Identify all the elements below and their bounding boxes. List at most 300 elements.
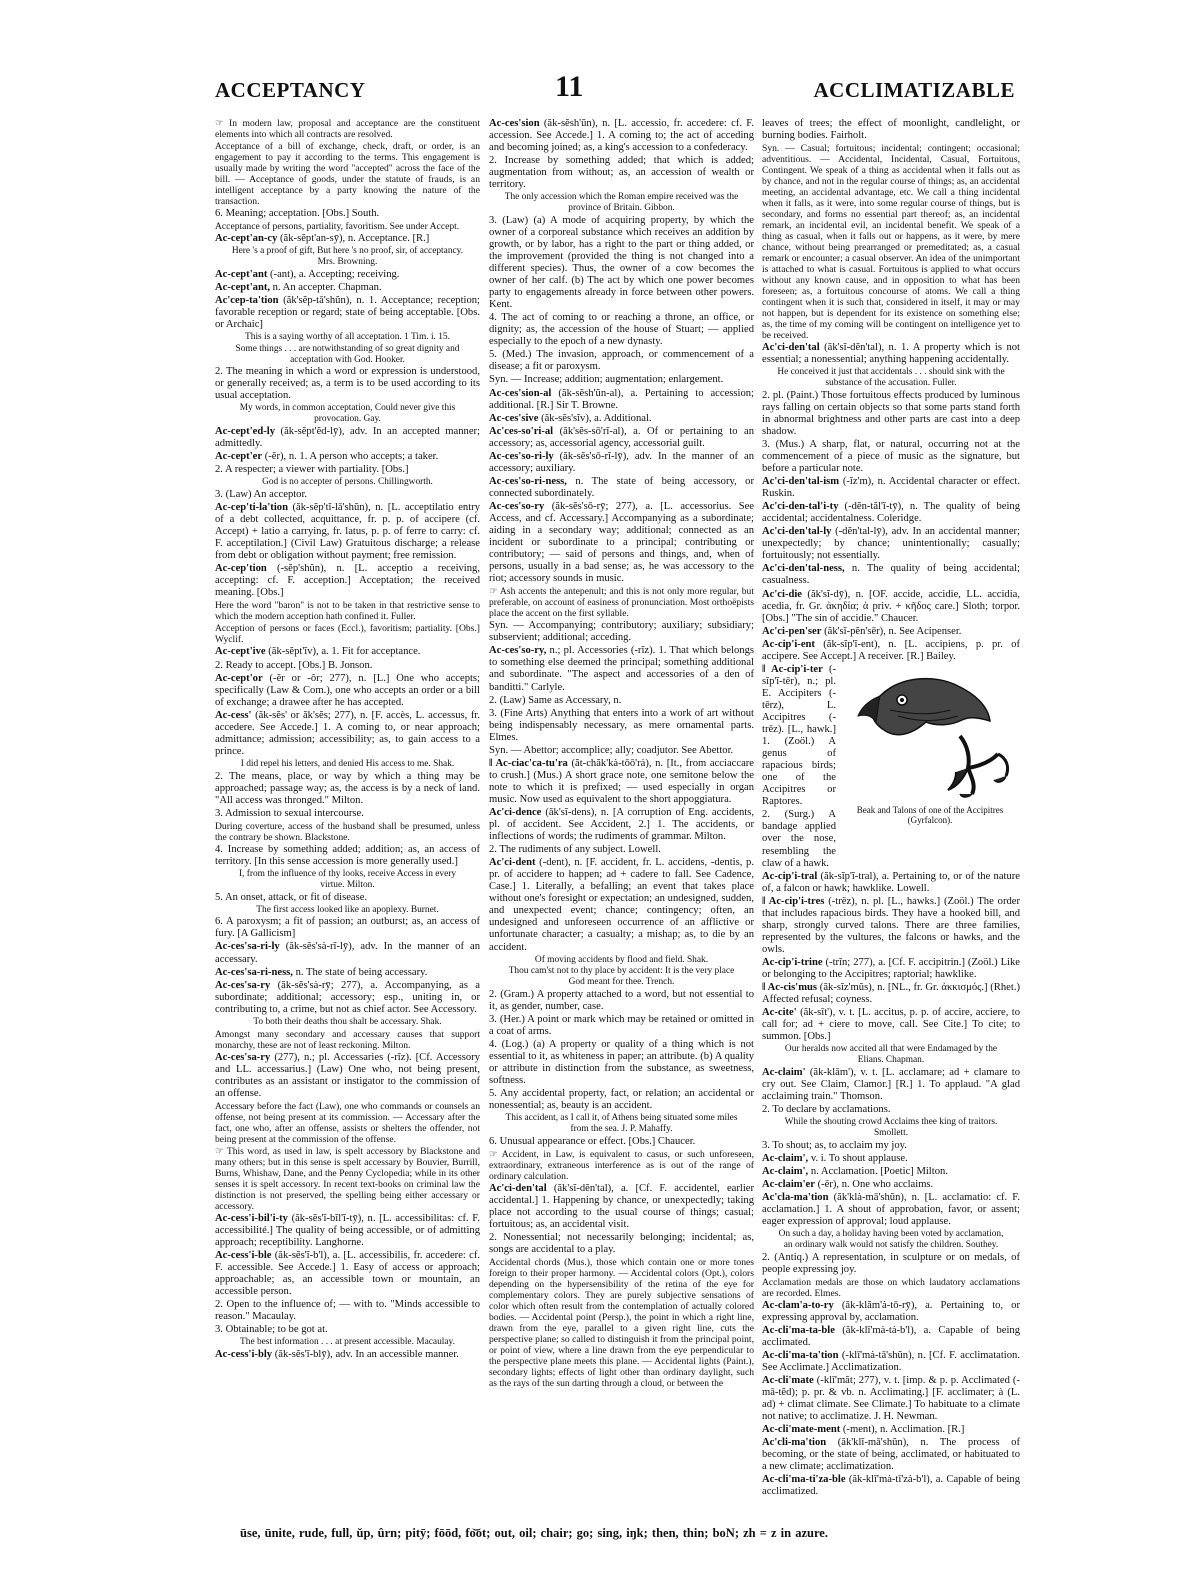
dictionary-entry bbox=[762, 1166, 1020, 1178]
definition-text: n.; pl. Accessories (-rĭz). 1. That which belongs to something else deemed the principal; something additional and subordinate. "The aspect and accessories of a den of banditti." Carlyle. bbox=[489, 645, 754, 693]
definition-text: (-klī'mȧ-tā'shŭn), n. [Cf. F. acclimatation. See Acclimate.] Acclimatization. bbox=[762, 1349, 1020, 1373]
definition-text: (-ēr), n. One who acclaims. bbox=[814, 1178, 934, 1190]
headword: Ac'ci-die bbox=[762, 588, 803, 600]
definition-text: (ăk'sĭ-pĕn'sēr), n. See Acipenser. bbox=[821, 625, 962, 637]
dictionary-entry bbox=[762, 1325, 1020, 1349]
definition-text: 3. Admission to sexual intercourse. bbox=[215, 807, 364, 819]
definition-text: (-klī'măt; 277), v. t. [imp. & p. p. Acclimated (-mā-tĕd); p. pr. & vb. n. Acclimating.] [F. acclimater; à (L. ad) + climat climate. See Climate.] To habituate to a climate not native; to acclimatize. J. H. Newman. bbox=[762, 1374, 1020, 1423]
dictionary-entry bbox=[762, 439, 1020, 475]
headword: Ac-cess' bbox=[215, 709, 252, 721]
definition-text: (ăk'sĕs-sō'rĭ-al), a. Of or pertaining to an accessory; as, accessorial agency, accessorial guilt. bbox=[489, 425, 754, 449]
headword: Ac-clam'a-to-ry bbox=[762, 1299, 834, 1311]
dictionary-entry bbox=[489, 1136, 754, 1148]
headword: Ac-cli'ma-ti'za-ble bbox=[762, 1474, 846, 1486]
dictionary-entry bbox=[215, 646, 480, 658]
headword: Ac-cite' bbox=[762, 1007, 797, 1019]
headword: Ac-claim'er bbox=[762, 1178, 815, 1190]
definition-text: 3. Obtainable; to be got at. bbox=[215, 1324, 328, 1336]
definition-text: (ăk-sĕs' or ăk'sĕs; 277), n. [F. accès, L. accessus, fr. accedere. See Accede.] 1. A coming to, or near approach; admittance; admission; accessibility; as, to gain access to a prince. bbox=[215, 709, 480, 757]
dictionary-entry bbox=[762, 589, 1020, 625]
dictionary-entry bbox=[489, 758, 754, 806]
citation-quote bbox=[215, 1017, 480, 1028]
dictionary-entry bbox=[489, 501, 754, 585]
left-guide-word: ACCEPTANCY bbox=[215, 78, 366, 102]
definition-text: 3. (Mus.) A sharp, flat, or natural, occurring not at the commencement of a piece of music as the signature, but before a particular note. bbox=[762, 438, 1020, 475]
headword: Ac'ci-den'tal-ly bbox=[762, 526, 832, 538]
definition-text: (ăk-klī'mȧ-tī'zȧ-b'l), a. Capable of being acclimatized. bbox=[762, 1474, 1020, 1498]
dictionary-entry bbox=[489, 857, 754, 953]
dictionary-entry bbox=[489, 155, 754, 191]
headword: Ac-claim', bbox=[762, 1165, 809, 1177]
dictionary-entry bbox=[215, 710, 480, 758]
definition-text: 2. (Surg.) A bandage applied over the nose, resembling the claw of a hawk. bbox=[762, 809, 836, 869]
definition-text: (ăk-sĕs'sō-rȳ; 277), a. [L. accessorius. See Access, and cf. Accessary.] Accompanying as a subordinate; aiding in a secondary way; additional; connected as an incident or subordinate to a principal; contributing or contributory; — said of persons and things, and, when of persons, usually in a bad sense; as, he was accessory to the riot; accessory sounds in music. bbox=[489, 500, 754, 585]
citation-quote bbox=[215, 477, 480, 488]
definition-text: (ăk'sĭ-dĕn'tal), n. 1. A property which is not essential; a nonessential; anything happening accidentally. bbox=[762, 342, 1020, 366]
headword: Ac'ces-so'ri-al bbox=[489, 425, 554, 437]
definition-text: I did repel his letters, and denied His access to me. Shak. bbox=[240, 758, 455, 769]
right-guide-word: ACCLIMATIZABLE bbox=[813, 78, 1015, 102]
dictionary-entry bbox=[762, 1252, 1020, 1276]
definition-text: 4. The act of coming to or reaching a throne, an office, or dignity; as, the accession of the house of Stuart; — applied especially to the epoch of a new dynasty. bbox=[489, 312, 754, 348]
definition-text: (ăk'klĭ-mā'shŭn), n. The process of becoming, or the state of being, acclimated, or habituated to a new climate; acclimatization. bbox=[762, 1437, 1020, 1473]
pronunciation-key: ūse, ūnite, rude, full, ŭp, ûrn; pitȳ; fōōd, fo͝ot; out, oil; chair; go; sing, iŋk; then, thin; boN; zh = z in azure. bbox=[240, 1526, 828, 1540]
definition-text: Acceptance of persons, partiality, favoritism. See under Accept. bbox=[215, 221, 460, 233]
definition-text: To both their deaths thou shalt be accessary. Shak. bbox=[253, 1016, 442, 1027]
definition-text: (ăk-sĭp'ĭ-tral), a. Pertaining to, or of the nature of, a falcon or hawk; hawklike. Lowell. bbox=[762, 870, 1020, 894]
definition-text: n. The state of being accessary. bbox=[292, 966, 428, 978]
definition-text: v. i. To shout applause. bbox=[808, 1152, 908, 1164]
definition-text: This accident, as I call it, of Athens being situated some miles from the sea. J. P. Mahaffy. bbox=[505, 1113, 738, 1135]
headword: Ac'cla-ma'tion bbox=[762, 1191, 829, 1203]
definition-text: ☞ Ash accents the antepenult; and this is not only more regular, but preferable, on account of easiness of pronunciation. Most orthoëpists place the accent on the first syllable. bbox=[489, 586, 754, 620]
dictionary-entry bbox=[215, 808, 480, 820]
definition-text: (ăk-klăm'ȧ-tō-rȳ), a. Pertaining to, or expressing approval by, acclamation. bbox=[762, 1299, 1020, 1323]
citation-quote bbox=[215, 332, 480, 343]
headword: Ac-cept'ant, bbox=[215, 281, 271, 293]
citation-quote bbox=[215, 246, 480, 268]
citation-quote bbox=[762, 367, 1020, 389]
dictionary-entry bbox=[762, 1153, 1020, 1165]
dictionary-entry bbox=[489, 745, 754, 757]
headword: Ac-cept'er bbox=[215, 451, 263, 463]
definition-text: (ăk-sĕs'sō-rĭ-lȳ), adv. In the manner of an accessory; auxiliary. bbox=[489, 450, 754, 474]
dictionary-entry bbox=[489, 413, 754, 425]
definition-text: Syn. — Increase; addition; augmentation; enlargement. bbox=[489, 374, 724, 386]
definition-text: n. The state of being accessory, or connected subordinately. bbox=[489, 475, 754, 499]
definition-text: leaves of trees; the effect of moonlight, candlelight, or burning bodies. Fairholt. bbox=[762, 118, 1020, 142]
headword: Ac-cli'ma-ta'tion bbox=[762, 1349, 839, 1361]
usage-note bbox=[215, 141, 480, 207]
definition-text: 5. An onset, attack, or fit of disease. bbox=[215, 891, 368, 903]
headword: Ac-cip'i-ent bbox=[762, 638, 815, 650]
definition-text: (ăk-sĕs'sȧ-rȳ; 277), a. Accompanying, as a subordinate; additional; accessory; esp., uniting in, or contributing to, a crime, but not as chief actor. See Accessory. bbox=[215, 979, 480, 1015]
dictionary-entry bbox=[489, 312, 754, 348]
dictionary-entry bbox=[215, 269, 480, 281]
dictionary-entry bbox=[762, 1474, 1020, 1498]
dictionary-entry bbox=[215, 967, 480, 979]
definition-text: (-sĕp'shŭn), n. [L. acceptio a receiving, accepting: cf. F. acception.] Acceptation; the received meaning. [Obs.] bbox=[215, 563, 480, 599]
dictionary-entry bbox=[215, 1052, 480, 1100]
dictionary-entry bbox=[762, 1375, 1020, 1423]
dictionary-entry bbox=[489, 215, 754, 311]
definition-text: (ăk-sīt'), v. t. [L. accitus, p. p. of accire, acciere, to call for; ad + ciere to move, call. See Cite.] To cite; to summon. [Obs.] bbox=[762, 1007, 1020, 1043]
dictionary-entry bbox=[489, 388, 754, 412]
headword: Ac-ces'so-ry bbox=[489, 500, 545, 512]
dictionary-entry bbox=[215, 208, 480, 220]
citation-quote bbox=[215, 869, 480, 891]
definition-text: 3. (Law) An acceptor. bbox=[215, 489, 308, 501]
citation-quote bbox=[215, 1337, 480, 1348]
definition-text: (-sĭp'ĭ-tēr), n.; pl. E. Accipiters (-tērz), L. Accipitres (-trēz). [L., hawk.] 1. (Zoöl.) A genus of rapacious birds; one of the Accipitres or Raptores. bbox=[762, 663, 836, 808]
definition-text: 2. Open to the influence of; — with to. "Minds accessible to reason." Macaulay. bbox=[215, 1299, 480, 1323]
page-number: 11 bbox=[555, 70, 584, 103]
headword: Ac-ces'sion bbox=[489, 118, 540, 129]
usage-note bbox=[489, 586, 754, 619]
dictionary-entry bbox=[762, 957, 1020, 981]
definition-text: 3. (Her.) A point or mark which may be retained or omitted in a coat of arms. bbox=[489, 1014, 754, 1038]
dictionary-entry bbox=[215, 673, 480, 709]
definition-text: 2. The meaning in which a word or expression is understood, or generally received; as, a term is to be used according to its usual acceptation. bbox=[215, 366, 480, 402]
headword: Ac-cli'mate-ment bbox=[762, 1424, 841, 1436]
headword: Ac'cep-ta'tion bbox=[215, 294, 279, 306]
definition-text: 4. (Log.) (a) A property or quality of a thing which is not essential to it, as whiteness in paper; an attribute. (b) A quality or attribute in distinction from the substance, as sweetness, softness. bbox=[489, 1039, 754, 1087]
dictionary-entry bbox=[489, 989, 754, 1013]
headword: Ac-ces'sa-ry bbox=[215, 1051, 271, 1063]
dictionary-entry bbox=[215, 451, 480, 463]
citation-quote bbox=[762, 1044, 1020, 1066]
definition-text: 6. Meaning; acceptation. [Obs.] South. bbox=[215, 208, 380, 219]
dictionary-entry bbox=[489, 844, 754, 856]
definition-text: (ăk'sĭ-dens), n. [A corruption of Eng. accidents, pl. of accident. See Accident, 2.] 1. The accidents, or inflections of words; the rudiments of grammar. Milton. bbox=[489, 806, 754, 843]
dictionary-entry bbox=[762, 639, 1020, 663]
dictionary-entry bbox=[762, 1104, 1020, 1116]
definition-text: (ăk'sĭ-dĕn'tal), a. [Cf. F. accidentel, earlier accidental.] 1. Happening by chance, or unexpectedly; taking place not according to the usual course of things; casual; fortuitous; as, an accidental visit. bbox=[489, 1183, 754, 1231]
headword: Ac-ces'so-ry, bbox=[489, 645, 547, 657]
headword: Ac'ci-den'tal-ism bbox=[762, 476, 840, 488]
definition-text: n. An accepter. Chapman. bbox=[270, 281, 382, 293]
headword: Ac-cess'i-bly bbox=[215, 1349, 273, 1361]
definition-text: Accessary before the fact (Law), one who commands or counsels an offense, not being present at its commission. — Accessary after the fact, one who, after an offense, assists or shelters the offender, not being present at the commission of the offense. bbox=[215, 1100, 480, 1145]
dictionary-entry bbox=[762, 1179, 1020, 1191]
definition-text: Here 's a proof of gift, But here 's no proof, sir, of acceptancy. Mrs. Browning. bbox=[231, 246, 464, 267]
definition-text: (-trĭn; 277), a. [Cf. F. accipitrin.] (Zoöl.) Like or belonging to the Accipitres; raptorial; hawklike. bbox=[762, 956, 1020, 980]
dictionary-entry bbox=[215, 426, 480, 450]
definition-text: Here the word "baron" is not to be taken in that restrictive sense to which the modern acception hath confined it. Fuller. bbox=[215, 600, 480, 623]
citation-quote bbox=[489, 192, 754, 214]
dictionary-entry bbox=[215, 502, 480, 562]
definition-text: n. The quality of being accidental; casualness. bbox=[762, 563, 1020, 587]
dictionary-entry bbox=[762, 1350, 1020, 1374]
dictionary-entry bbox=[489, 1088, 754, 1112]
headword: Ac'cli-ma'tion bbox=[762, 1437, 827, 1449]
dictionary-entry bbox=[762, 1140, 1020, 1152]
definition-text: Accidental chords (Mus.), those which contain one or more tones foreign to their proper harmony. — Accidental colors (Opt.), colors depending on the hypersensibility of the retina of the eye for complementary colors. They are purely subjective sensations of color which often result from the contemplation of actually colored bodies. — Accidental point (Persp.), the point in which a right line, drawn from the eye, parallel to a given right line, cuts the perspective plane; so called to distinguish it from the principal point, or point of view, where a line drawn from the eye perpendicular to the perspective plane meets this plane. — Accidental lights (Paint.), secondary lights; effects of light other than ordinary daylight, such as the rays of the sun darting through a cloud, or between the bbox=[489, 1257, 754, 1390]
headword: Ac-ces'so-ri-ly bbox=[489, 450, 554, 462]
definition-text: 2. The rudiments of any subject. Lowell. bbox=[489, 844, 661, 856]
gyrfalcon-illustration bbox=[840, 666, 1020, 856]
dictionary-entry bbox=[215, 980, 480, 1016]
headword: Ac-ces'so-ri-ness, bbox=[489, 475, 567, 487]
definition-text: This is a saying worthy of all acceptation. 1 Tim. i. 15. bbox=[245, 331, 450, 342]
dictionary-entry bbox=[762, 896, 1020, 956]
headword: Ac-cep'ti-la'tion bbox=[215, 502, 288, 514]
dictionary-entry bbox=[762, 626, 1020, 638]
dictionary-entry bbox=[215, 771, 480, 807]
definition-text: (ăk-sĕsh'ŭn), n. [L. accessio, fr. accedere: cf. F. accession. See Accede.] 1. A coming to; the act of acceding and becoming joined; as, a king's accession to a confederacy. bbox=[489, 118, 754, 154]
citation-quote bbox=[215, 403, 480, 425]
dictionary-entry bbox=[762, 982, 1020, 1006]
definition-text: (ăk-sĭz'mŭs), n. [NL., fr. Gr. ἀκκισμός.] (Rhet.) Affected refusal; coyness. bbox=[762, 982, 1020, 1006]
definition-text: My words, in common acceptation, Could never give this provocation. Gay. bbox=[239, 403, 456, 425]
headword: Ac-cept'an-cy bbox=[215, 233, 278, 245]
definition-text: I, from the influence of thy looks, receive Access in every virtue. Milton. bbox=[238, 868, 457, 890]
dictionary-entry bbox=[215, 660, 480, 672]
definition-text: 2. Increase by something added; that which is added; augmentation from without; as, an accession of wealth or territory. bbox=[489, 155, 754, 191]
definition-text: (ăk'klȧ-mā'shŭn), n. [L. acclamatio: cf. F. acclamation.] 1. A shout of approbation, favor, or assent; eager expression of approval; loud applause. bbox=[762, 1191, 1020, 1227]
definition-text: 4. Increase by something added; addition; as, an access of territory. [In this sense accession is more generally used.] bbox=[215, 843, 480, 867]
dictionary-entry bbox=[489, 645, 754, 693]
definition-text: While the shouting crowd Acclaims thee king of traitors. Smollett. bbox=[784, 1117, 998, 1138]
column-2 bbox=[489, 118, 754, 1523]
usage-note bbox=[215, 623, 480, 645]
dictionary-entry bbox=[762, 501, 1020, 525]
definition-text: (ăk-sĕs'sȧ-rĭ-lȳ), adv. In the manner of an accessary. bbox=[215, 941, 480, 965]
dictionary-entry bbox=[762, 476, 1020, 500]
headword: Ac-claim', bbox=[762, 1152, 809, 1164]
definition-text: 2. pl. (Paint.) Those fortuitous effects produced by luminous rays falling on certain objects so that some parts stand forth in abnormal brightness and other parts are cast into a deep shadow. bbox=[762, 389, 1020, 437]
dictionary-entry bbox=[215, 489, 480, 501]
citation-quote bbox=[215, 905, 480, 916]
definition-text: On such a day, a holiday having been voted by acclamation, an ordinary walk would not satisfy the children. Southey. bbox=[778, 1228, 1004, 1250]
definition-text: Acceptance of a bill of exchange, check, draft, or order, is an engagement to pay it according to the terms. This engagement is usually made by writing the word "accepted" across the face of the bill. — Acceptance of goods, under the statute of frauds, is an intelligent acceptance by a party knowing the nature of the transaction. bbox=[215, 141, 480, 207]
definition-text: Acclamation medals are those on which laudatory acclamations are recorded. Elmes. bbox=[762, 1276, 1020, 1299]
definition-text: (ăk'sĕp-tā'shŭn), n. 1. Acceptance; reception; favorable reception or regard; state of being acceptable. [Obs. or Archaic] bbox=[215, 294, 480, 330]
definition-text: (ăk-sĭp'ĭ-ent), n. [L. accipiens, p. pr. of accipere. See Accept.] A receiver. [R.] Bailey. bbox=[762, 638, 1020, 662]
definition-text: (-trēz), n. pl. [L., hawks.] (Zoöl.) The order that includes rapacious birds. They have a hooked bill, and sharp, strongly curved talons. There are three families, represented by the vultures, the falcons or hawks, and the owls. bbox=[762, 895, 1020, 955]
dictionary-entry bbox=[762, 1067, 1020, 1103]
definition-text: (ăk-sĕpt'ĭv), a. 1. Fit for acceptance. bbox=[265, 646, 421, 658]
definition-text: 3. (Fine Arts) Anything that enters into a work of art without being indispensably necessary, as mere ornamental parts. Elmes. bbox=[489, 707, 754, 743]
definition-text: 2. To declare by acclamations. bbox=[762, 1104, 891, 1115]
falcon-beak-talons-image bbox=[840, 666, 1020, 801]
definition-text: Thou cam'st not to thy place by accident: It is the very place God meant for thee. Trench. bbox=[508, 966, 735, 988]
definition-text: (ăk-sĕpt'an-sȳ), n. Acceptance. [R.] bbox=[277, 233, 430, 245]
dictionary-entry bbox=[762, 1192, 1020, 1228]
definition-text: ☞ This word, as used in law, is spelt accessory by Blackstone and many others; but in this sense is spelt accessary by Bouvier, Burrill, Burns, Whishaw, Dane, and the Penny Cyclopedia; while in its other senses it is spelt accessory. In recent text-books on criminal law the distinction is not preserved, the spelling being either accessary or accessory. bbox=[215, 1145, 480, 1212]
citation-quote bbox=[762, 1117, 1020, 1139]
dictionary-entry bbox=[215, 892, 480, 904]
illustration-caption: Beak and Talons of one of the Accipitres (Gyrfalcon). bbox=[856, 804, 1004, 826]
usage-note bbox=[762, 1277, 1020, 1299]
definition-text: 2. Ready to accept. [Obs.] B. Jonson. bbox=[215, 659, 373, 671]
usage-note bbox=[215, 221, 480, 232]
definition-text: 2. (Gram.) A property attached to a word, but not essential to it, as gender, number, case. bbox=[489, 988, 754, 1012]
dictionary-entry bbox=[489, 1183, 754, 1231]
headword: Ac-ces'sive bbox=[489, 412, 539, 424]
definition-text: (-dent), n. [F. accident, fr. L. accidens, -dentis, p. pr. of accidere to happen; ad + cadere to fall. See Cadence, Case.] 1. Literally, a befalling; an event that takes place without one's foresight or expectation; an undesigned, sudden, and unexpected event; chance; contingency; often, an undesigned and unforeseen occurrence of an afflictive or unfortunate character; a casualty; a mishap; as, to die by an accident. bbox=[489, 857, 754, 953]
definition-text: (ăt-chăk'kȧ-tōō'rȧ), n. [It., from acciaccare to crush.] (Mus.) A short grace note, one semitone below the note to which it is prefixed; — used especially in organ music. Now used as equivalent to the short appoggiatura. bbox=[489, 757, 754, 805]
definition-text: ☞ Accident, in Law, is equivalent to casus, or such unforeseen, extraordinary, extraneous interference as is out of the range of ordinary calculation. bbox=[489, 1149, 754, 1183]
dictionary-entry bbox=[215, 844, 480, 868]
dictionary-entry bbox=[489, 1014, 754, 1038]
definition-text: Our heralds now accited all that were Endamaged by the Elians. Chapman. bbox=[784, 1044, 998, 1066]
definition-text: Amongst many secondary and accessary causes that support monarchy, these are not of least reckoning. Milton. bbox=[215, 1028, 480, 1051]
definition-text: (277), n.; pl. Accessaries (-rĭz). [Cf. Accessory and LL. accessarius.] (Law) One who, not being present, contributes as an assistant or instigator to the commission of an offense. bbox=[215, 1051, 480, 1099]
definition-text: (-ĕr or -ôr; 277), n. [L.] One who accepts; specifically (Law & Com.), one who accepts an order or a bill of exchange; a drawee after he has accepted. bbox=[215, 672, 480, 708]
definition-text: (ăk-klām'), v. t. [L. acclamare; ad + clamare to cry out. See Claim, Clamor.] [R.] 1. To applaud. "A glad acclaiming train." Thomson. bbox=[762, 1066, 1020, 1102]
dictionary-entry bbox=[215, 1250, 480, 1298]
definition-text: The only accession which the Roman empire received was the province of Britain. Gibbon. bbox=[504, 192, 739, 214]
dictionary-entry bbox=[762, 1300, 1020, 1324]
dictionary-entry bbox=[215, 941, 480, 965]
dictionary-entry bbox=[215, 1299, 480, 1323]
page-header bbox=[215, 70, 1015, 110]
dictionary-entry bbox=[215, 464, 480, 476]
headword: Ac-cep'tion bbox=[215, 563, 267, 575]
definition-text: (-dĕn-tăl'ĭ-tȳ), n. The quality of being accidental; accidentalness. Coleridge. bbox=[762, 501, 1020, 525]
headword: Ac'ci-den-tal'i-ty bbox=[762, 501, 839, 513]
definition-text: 5. Any accidental property, fact, or relation; an accidental or nonessential; as, beauty is an accident. bbox=[489, 1088, 754, 1112]
headword: Ac'ci-den'tal-ness, bbox=[762, 563, 845, 575]
definition-text: Syn. — Casual; fortuitous; incidental; contingent; occasional; adventitious. — Accidental, Incidental, Casual, Fortuitous, Contingent. We speak of a thing as accidental when it falls out as by chance, and not in the regular course of things; as, an accidental meeting, an accidental advantage, etc. We call a thing incidental when it falls, as it were, into some regular course of things, but is secondary, and forms no essential part thereof; as, an incidental remark, an incidental evil, an incidental benefit. We speak of a thing as casual, when it falls out or happens, as it were, by mere chance, without being prearranged or premeditated; as, a casual remark or encounter; a casual observer. An idea of the unimportant is attached to what is casual. Fortuitous is applied to what occurs without any known cause, and in opposition to what has been foreseen; as, a fortuitous concourse of atoms. We call a thing contingent when it is such that, considered in itself, it may or may not happen, but is dependent for its existence on something else; as, the time of my coming will be contingent on intelligence yet to be received. bbox=[762, 143, 1020, 342]
definition-text: (ăk-sĕsh'ŭn-al), a. Pertaining to accession; additional. [R.] Sir T. Browne. bbox=[489, 387, 754, 411]
dictionary-entry bbox=[215, 295, 480, 331]
dictionary-entry bbox=[215, 1349, 480, 1361]
definition-text: (ăk-sĕs'ĭ-blȳ), adv. In an accessible manner. bbox=[272, 1349, 459, 1361]
dictionary-entry bbox=[762, 342, 1020, 366]
dictionary-entry bbox=[489, 695, 754, 707]
citation-quote bbox=[762, 1229, 1020, 1251]
definition-text: (ăk-sĕs'ĭ-b'l), a. [L. accessibilis, fr. accedere: cf. F. accessible. See Accede.] 1. Easy of access or approach; approachable; as, an accessible town or mountain, an accessible person. bbox=[215, 1249, 480, 1298]
definition-text: The best information . . . at present accessible. Macaulay. bbox=[240, 1337, 455, 1348]
headword: Ac'ci-pen'ser bbox=[762, 625, 822, 637]
dictionary-entry bbox=[762, 526, 1020, 562]
citation-quote bbox=[489, 1113, 754, 1135]
definition-text: 2. (Antiq.) A representation, in sculpture or on medals, of people expressing joy. bbox=[762, 1251, 1020, 1275]
column-1 bbox=[215, 118, 480, 1523]
definition-text: 3. To shout; as, to acclaim my joy. bbox=[762, 1139, 907, 1151]
citation-quote bbox=[489, 955, 754, 966]
definition-text: During coverture, access of the husband shall be presumed, unless the contrary be shown. Blackstone. bbox=[215, 820, 480, 843]
definition-text: God is no accepter of persons. Chillingworth. bbox=[262, 477, 433, 488]
definition-text: 2. A respecter; a viewer with partiality. [Obs.] bbox=[215, 464, 409, 476]
usage-note bbox=[215, 821, 480, 843]
definition-text: (-ment), n. Acclimation. [R.] bbox=[840, 1424, 965, 1436]
usage-note bbox=[215, 600, 480, 622]
dictionary-entry bbox=[489, 476, 754, 500]
dictionary-entry bbox=[489, 807, 754, 843]
headword: ‖ Ac-cis'mus bbox=[762, 982, 818, 994]
headword: Ac'ci-den'tal bbox=[489, 1183, 547, 1195]
headword: Ac-cept'ed-ly bbox=[215, 426, 276, 438]
usage-note bbox=[762, 143, 1020, 341]
definition-text: Of moving accidents by flood and field. Shak. bbox=[534, 954, 709, 965]
citation-quote bbox=[489, 966, 754, 988]
dictionary-entry bbox=[762, 563, 1020, 587]
definition-text: Some things . . . are notwithstanding of so great dignity and acceptation with God. Hooker. bbox=[235, 343, 460, 365]
citation-quote bbox=[215, 759, 480, 770]
headword: Ac-cip'i-trine bbox=[762, 956, 823, 968]
headword: ‖ Ac-ciac'ca-tu'ra bbox=[489, 757, 568, 769]
dictionary-entry bbox=[762, 1437, 1020, 1473]
dictionary-entry bbox=[215, 366, 480, 402]
definition-text: The first access looked like an apoplexy. Burnet. bbox=[256, 904, 439, 915]
definition-text: (ăk-sĕs'sĭv), a. Additional. bbox=[538, 412, 652, 424]
definition-text: 2. Nonessential; not necessarily belonging; incidental; as, songs are accidental to a play. bbox=[489, 1232, 754, 1256]
definition-text: (-ĭz'm), n. Accidental character or effect. Ruskin. bbox=[762, 476, 1020, 500]
dictionary-entry bbox=[762, 390, 1020, 438]
dictionary-entry bbox=[489, 374, 754, 386]
definition-text: 2. The means, place, or way by which a thing may be approached; passage way; as, the access is by a neck of land. "All access was thronged." Milton. bbox=[215, 770, 480, 806]
dictionary-entry bbox=[215, 1324, 480, 1336]
usage-note bbox=[489, 1149, 754, 1182]
dictionary-entry bbox=[215, 563, 480, 599]
usage-note bbox=[489, 1257, 754, 1389]
dictionary-entry bbox=[489, 426, 754, 450]
headword: Ac-cip'i-tral bbox=[762, 870, 818, 882]
definition-text: n. Acclamation. [Poetic] Milton. bbox=[808, 1165, 948, 1177]
definition-text: (-dĕn'tal-lȳ), adv. In an accidental manner; unexpectedly; by chance; unintentionally; casually; fortuitously; not essentially. bbox=[762, 526, 1020, 562]
definition-text: (ăk-sĕpt'ĕd-lȳ), adv. In an accepted manner; admittedly. bbox=[215, 426, 480, 450]
headword: ‖ Ac-cip'i-ter bbox=[762, 663, 823, 675]
dictionary-entry bbox=[489, 451, 754, 475]
definition-text: 3. (Law) (a) A mode of acquiring property, by which the owner of a corporeal substance which receives an addition by growth, or by labor, has a right to the part or thing added, or the improvement (provided the thing is not changed into a different species). Thus, the owner of a cow becomes the owner of her calf. (b) The act by which one power becomes party to engagements already in force between other powers. Kent. bbox=[489, 214, 754, 311]
usage-note bbox=[215, 1029, 480, 1051]
headword: Ac-claim' bbox=[762, 1066, 806, 1078]
usage-note bbox=[215, 1101, 480, 1145]
dictionary-entry bbox=[215, 282, 480, 294]
definition-text: Syn. — Accompanying; contributory; auxiliary; subsidiary; subservient; additional; acceding. bbox=[489, 620, 754, 644]
definition-text: (-ĕr), n. 1. A person who accepts; a taker. bbox=[262, 451, 439, 463]
headword: ‖ Ac-cip'i-tres bbox=[762, 895, 825, 907]
dictionary-entry bbox=[762, 1424, 1020, 1436]
definition-text: (ăk-sĕs'ĭ-bĭl'ĭ-tȳ), n. [L. accessibilitas: cf. F. accessibilité.] The quality of being accessible, or of admitting approach; receptibility. Langhorne. bbox=[215, 1212, 480, 1248]
dictionary-entry bbox=[489, 118, 754, 154]
dictionary-entry bbox=[489, 1039, 754, 1087]
dictionary-entry bbox=[489, 708, 754, 744]
dictionary-entry bbox=[215, 233, 480, 245]
definition-text: ☞ In modern law, proposal and acceptance are the constituent elements into which all contracts are resolved. bbox=[215, 118, 480, 140]
dictionary-entry bbox=[489, 1232, 754, 1256]
headword: Ac-ces'sa-ry bbox=[215, 979, 271, 991]
dictionary-entry bbox=[762, 118, 1020, 142]
headword: Ac-cli'mate bbox=[762, 1374, 814, 1386]
headword: Ac-ces'sion-al bbox=[489, 387, 552, 399]
definition-text: Syn. — Abettor; accomplice; ally; coadjutor. See Abettor. bbox=[489, 744, 734, 756]
dictionary-entry bbox=[215, 916, 480, 940]
definition-text: (ăk-sĕp'tĭ-lā'shŭn), n. [L. acceptilatio entry of a debt collected, acquittance, fr. p. p. of accipere (cf. Accept) + latio a carrying, fr. latus, p. p. of ferre to carry: cf. F. acceptilation.] (Civil Law) Gratuitous discharge; a release from debt or obligation without payment; free remission. bbox=[215, 502, 480, 562]
definition-text: (ăk'sĭ-dȳ), n. [OF. accide, accidie, LL. accidia, acedia, fr. Gr. ἀκηδία; ἀ priv. + κῆδος care.] Sloth; torpor. [Obs.] "The sin of accidie." Chaucer. bbox=[762, 588, 1020, 624]
headword: Ac'ci-dent bbox=[489, 857, 536, 869]
headword: Ac'ci-den'tal bbox=[762, 342, 820, 354]
headword: Ac-ces'sa-ri-ly bbox=[215, 941, 280, 953]
usage-note bbox=[215, 1146, 480, 1212]
definition-text: (-ant), a. Accepting; receiving. bbox=[267, 268, 400, 280]
dictionary-entry bbox=[489, 349, 754, 373]
definition-text: (ăk-klī'mȧ-tȧ-b'l), a. Capable of being acclimated. bbox=[762, 1324, 1020, 1348]
definition-text: 6. Unusual appearance or effect. [Obs.] Chaucer. bbox=[489, 1136, 696, 1147]
headword: Ac-cess'i-ble bbox=[215, 1249, 272, 1261]
definition-text: 5. (Med.) The invasion, approach, or commencement of a disease; a fit or paroxysm. bbox=[489, 349, 754, 373]
headword: Ac-cept'or bbox=[215, 672, 263, 684]
definition-text: He conceived it just that accidentals . . . should sink with the substance of the accusation. Fuller. bbox=[777, 367, 1005, 388]
headword: Ac-cess'i-bil'i-ty bbox=[215, 1212, 288, 1224]
headword: Ac-ces'sa-ri-ness, bbox=[215, 966, 293, 978]
citation-quote bbox=[215, 344, 480, 366]
headword: Ac'ci-dence bbox=[489, 806, 542, 818]
definition-text: 6. A paroxysm; a fit of passion; an outburst; as, an access of fury. [A Gallicism] bbox=[215, 916, 480, 940]
